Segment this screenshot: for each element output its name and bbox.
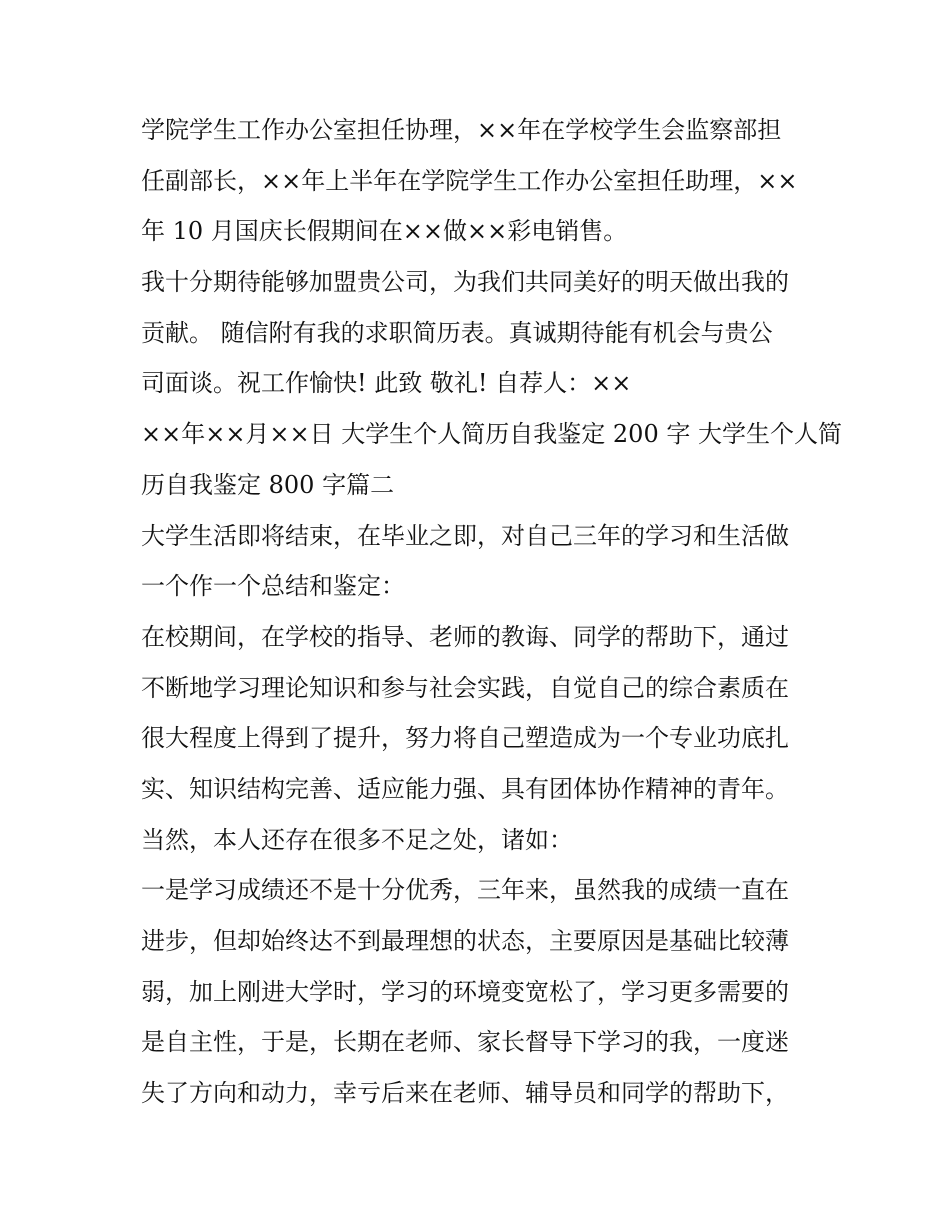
text-line: 贡献。 随信附有我的求职简历表。真诚期待能有机会与贵公 xyxy=(141,318,773,347)
text-line: 不断地学习理论知识和参与社会实践，自觉自己的综合素质在 xyxy=(141,673,789,702)
text-line: 失了方向和动力，幸亏后来在老师、辅导员和同学的帮助下， xyxy=(141,1079,789,1108)
text-line: 任副部长，××年上半年在学院学生工作办公室担任助理，×× xyxy=(141,166,798,195)
text-line: 一是学习成绩还不是十分优秀，三年来，虽然我的成绩一直在 xyxy=(141,876,789,905)
text-line: 在校期间，在学校的指导、老师的教诲、同学的帮助下，通过 xyxy=(141,622,789,651)
text-line: 一个作一个总结和鉴定： xyxy=(141,572,405,601)
text-line: 司面谈。祝工作愉快! 此致 敬礼! 自荐人：×× xyxy=(141,369,632,398)
text-line: 年 10 月国庆长假期间在××做××彩电销售。 xyxy=(141,217,628,246)
text-line: 很大程度上得到了提升，努力将自己塑造成为一个专业功底扎 xyxy=(141,724,789,753)
text-line: 大学生活即将结束，在毕业之即，对自己三年的学习和生活做 xyxy=(141,521,789,550)
text-line: 历自我鉴定 800 字篇二 xyxy=(141,470,395,499)
text-line: ××年××月××日 大学生个人简历自我鉴定 200 字 大学生个人简 xyxy=(141,420,842,449)
text-line: 实、知识结构完善、适应能力强、具有团体协作精神的青年。 xyxy=(141,774,789,803)
text-line: 弱，加上刚进大学时，学习的环境变宽松了，学习更多需要的 xyxy=(141,977,789,1006)
document-body xyxy=(141,105,842,1119)
text-line: 是自主性，于是，长期在老师、家长督导下学习的我，一度迷 xyxy=(141,1028,789,1057)
text-line: 当然，本人还存在很多不足之处，诸如： xyxy=(141,825,573,854)
text-line: 我十分期待能够加盟贵公司，为我们共同美好的明天做出我的 xyxy=(141,268,789,297)
text-line: 学院学生工作办公室担任协理，××年在学校学生会监察部担 xyxy=(141,116,782,144)
text-line: 进步，但却始终达不到最理想的状态，主要原因是基础比较薄 xyxy=(141,927,789,955)
